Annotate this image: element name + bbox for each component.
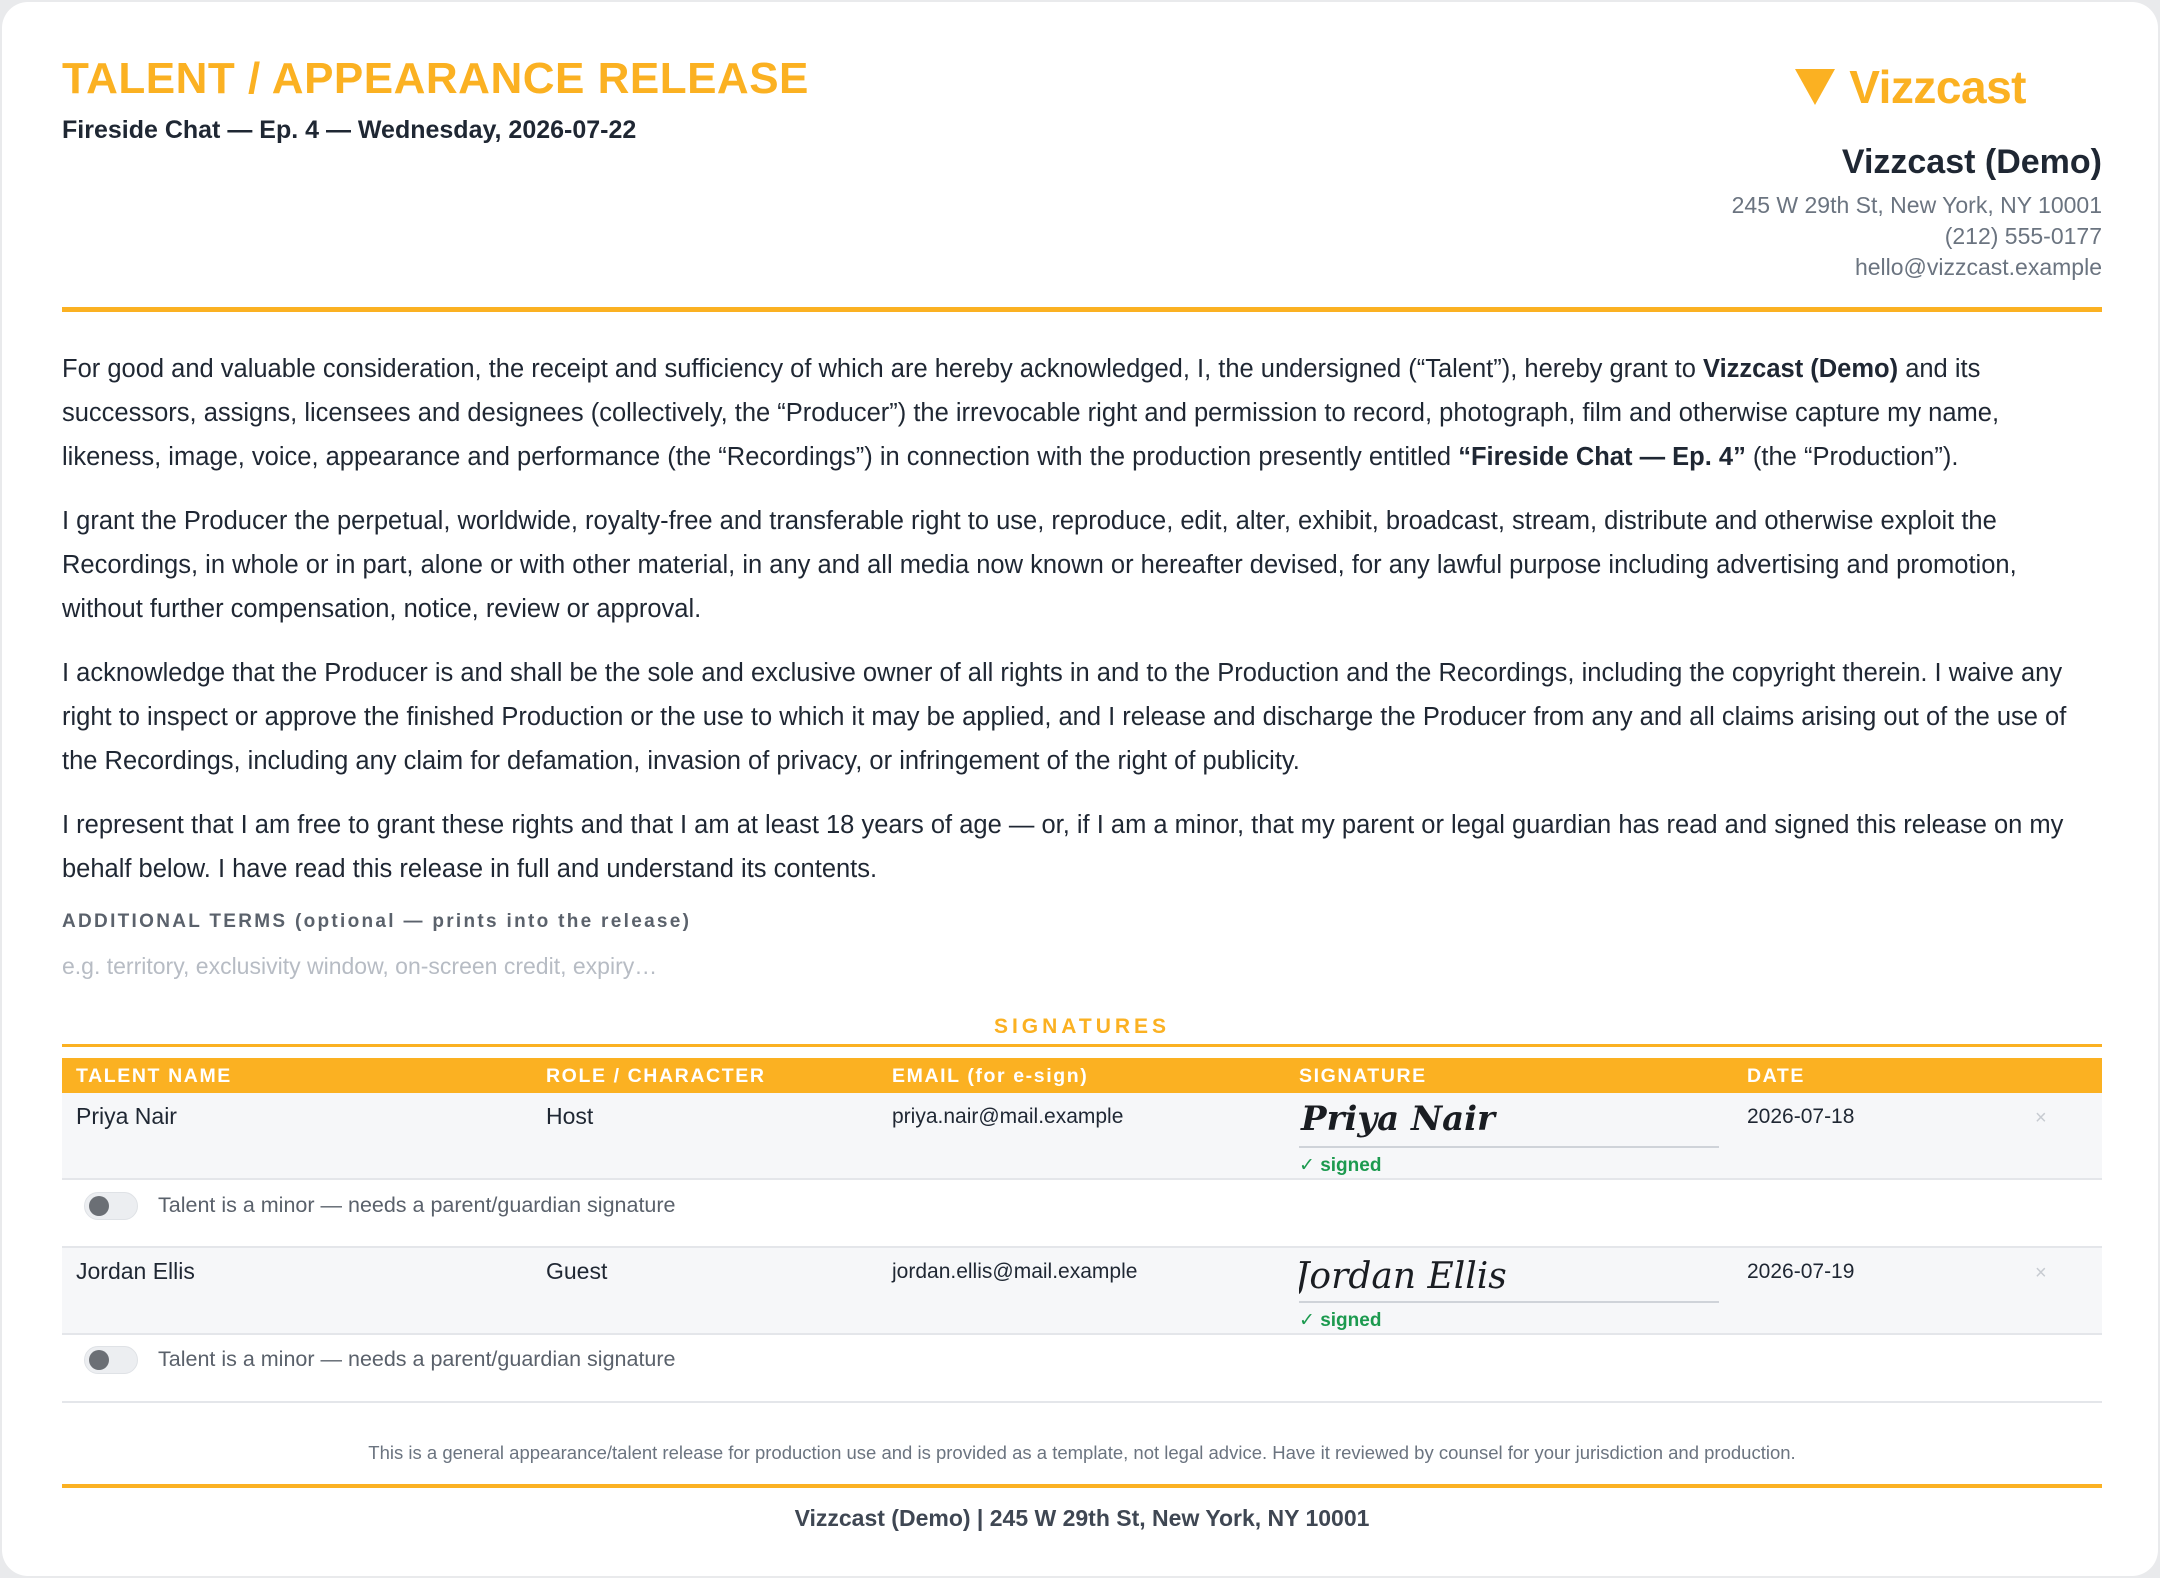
footer-company-address: Vizzcast (Demo) | 245 W 29th St, New York, NY 10001 bbox=[794, 1505, 1370, 1531]
signature-line bbox=[1299, 1301, 1719, 1303]
signature-script-text: Jordan Ellis bbox=[1299, 1256, 1507, 1296]
minor-toggle-label: Talent is a minor — needs a parent/guardian signature bbox=[158, 1193, 676, 1217]
toggle-knob bbox=[89, 1196, 109, 1216]
remove-row-button[interactable]: × bbox=[2035, 1107, 2047, 1129]
release-paragraph-usage: I grant the Producer the perpetual, worldwide, royalty-free and transferable right to use, reproduce, edit, alter, exhibit, broadcast, stream, distribute and otherwise exploit the Recordings, in whole or in part, alone or with other material, in any and all media now known or hereafter devised, for any lawful purpose including advertising and promotion, without further compensation, notice, review or approval. bbox=[62, 507, 2017, 623]
minor-toggle[interactable] bbox=[84, 1346, 138, 1374]
triangle-down-icon bbox=[1793, 67, 1837, 107]
signatures-divider bbox=[62, 1044, 2102, 1047]
column-header-email: EMAIL (for e-sign) bbox=[892, 1065, 1089, 1087]
grant-text-a: For good and valuable consideration, the receipt and sufficiency of which are hereby acknowledged, I, the undersigned (“Talent”), hereby grant to bbox=[62, 355, 1704, 383]
talent-email[interactable]: priya.nair@mail.example bbox=[892, 1105, 1124, 1128]
additional-terms-input[interactable] bbox=[62, 946, 1462, 986]
talent-name[interactable]: Jordan Ellis bbox=[76, 1258, 195, 1284]
talent-role[interactable]: Guest bbox=[546, 1258, 608, 1284]
signed-status: ✓ signed bbox=[1299, 1310, 1382, 1331]
production-subtitle: Fireside Chat — Ep. 4 — Wednesday, 2026-07-22 bbox=[62, 116, 637, 144]
table-row bbox=[62, 1246, 2102, 1335]
signatures-table-header bbox=[62, 1058, 2102, 1093]
signature-field[interactable] bbox=[1299, 1250, 1719, 1332]
remove-row-button[interactable]: × bbox=[2035, 1262, 2047, 1284]
brand-name: Vizzcast bbox=[1849, 61, 2026, 113]
sign-date[interactable]: 2026-07-18 bbox=[1747, 1105, 1855, 1128]
header-divider bbox=[62, 307, 2102, 312]
release-sheet bbox=[2, 2, 2158, 1576]
table-row bbox=[62, 1093, 2102, 1180]
table-end-divider bbox=[62, 1401, 2102, 1403]
talent-role[interactable]: Host bbox=[546, 1103, 594, 1129]
company-info bbox=[1732, 142, 2102, 283]
company-email: hello@vizzcast.example bbox=[1854, 254, 2102, 280]
signature-line bbox=[1299, 1146, 1719, 1148]
company-phone: (212) 555-0177 bbox=[1944, 223, 2102, 249]
minor-toggle[interactable] bbox=[84, 1192, 138, 1220]
sign-date[interactable]: 2026-07-19 bbox=[1747, 1260, 1855, 1283]
signature-script-text: Priya Nair bbox=[1301, 1099, 1495, 1139]
column-header-name: TALENT NAME bbox=[76, 1065, 232, 1087]
signature-image bbox=[1299, 1250, 1719, 1296]
talent-name[interactable]: Priya Nair bbox=[76, 1103, 177, 1129]
minor-toggle-label: Talent is a minor — needs a parent/guardian signature bbox=[158, 1347, 676, 1371]
additional-terms-label: ADDITIONAL TERMS (optional — prints into the release) bbox=[62, 911, 692, 932]
grant-text-c: (the “Production”). bbox=[1745, 443, 1959, 471]
toggle-knob bbox=[89, 1350, 109, 1370]
release-paragraph-representation: I represent that I am free to grant these rights and that I am at least 18 years of age — or, if I am a minor, that my parent or legal guardian has read and signed this release on my behalf below. I have read this release in full and understand its contents. bbox=[62, 811, 2064, 883]
legal-disclaimer: This is a general appearance/talent release for production use and is provided as a template, not legal advice. Have it reviewed by counsel for your jurisdiction and production. bbox=[368, 1442, 1796, 1463]
grant-text-b: and its successors, assigns, licensees and designees (collectively, the “Producer”) the irrevocable right and permission to record, photograph, film and otherwise capture my name, likeness, image, voice, appearance and performance (the “Recordings”) in connection with the production presently entitled bbox=[62, 355, 2000, 471]
signature-field[interactable] bbox=[1299, 1095, 1719, 1177]
minor-toggle-row bbox=[62, 1334, 2102, 1402]
release-paragraph-grant bbox=[62, 347, 2102, 479]
column-header-signature: SIGNATURE bbox=[1299, 1065, 1427, 1087]
company-name: Vizzcast (Demo) bbox=[1841, 143, 2102, 181]
column-header-date: DATE bbox=[1747, 1065, 1806, 1087]
minor-toggle-row bbox=[62, 1180, 2102, 1248]
signatures-heading: SIGNATURES bbox=[993, 1015, 1171, 1038]
signed-status: ✓ signed bbox=[1299, 1155, 1382, 1176]
talent-email[interactable]: jordan.ellis@mail.example bbox=[892, 1260, 1138, 1283]
footer-divider bbox=[62, 1484, 2102, 1488]
release-body bbox=[62, 347, 2102, 911]
company-address: 245 W 29th St, New York, NY 10001 bbox=[1731, 192, 2102, 218]
grant-production: “Fireside Chat — Ep. 4” bbox=[1458, 443, 1746, 471]
brand-logo bbox=[1793, 60, 2026, 114]
column-header-role: ROLE / CHARACTER bbox=[546, 1065, 766, 1087]
page-title: TALENT / APPEARANCE RELEASE bbox=[62, 54, 809, 103]
signature-image bbox=[1299, 1095, 1719, 1141]
release-paragraph-ownership: I acknowledge that the Producer is and shall be the sole and exclusive owner of all rights in and to the Production and the Recordings, including the copyright therein. I waive any right to inspect or approve the finished Production or the use to which it may be applied, and I release and discharge the Producer from any and all claims arising out of the use of the Recordings, including any claim for defamation, invasion of privacy, or infringement of the right of publicity. bbox=[62, 659, 2067, 775]
grant-company: Vizzcast (Demo) bbox=[1703, 355, 1899, 383]
